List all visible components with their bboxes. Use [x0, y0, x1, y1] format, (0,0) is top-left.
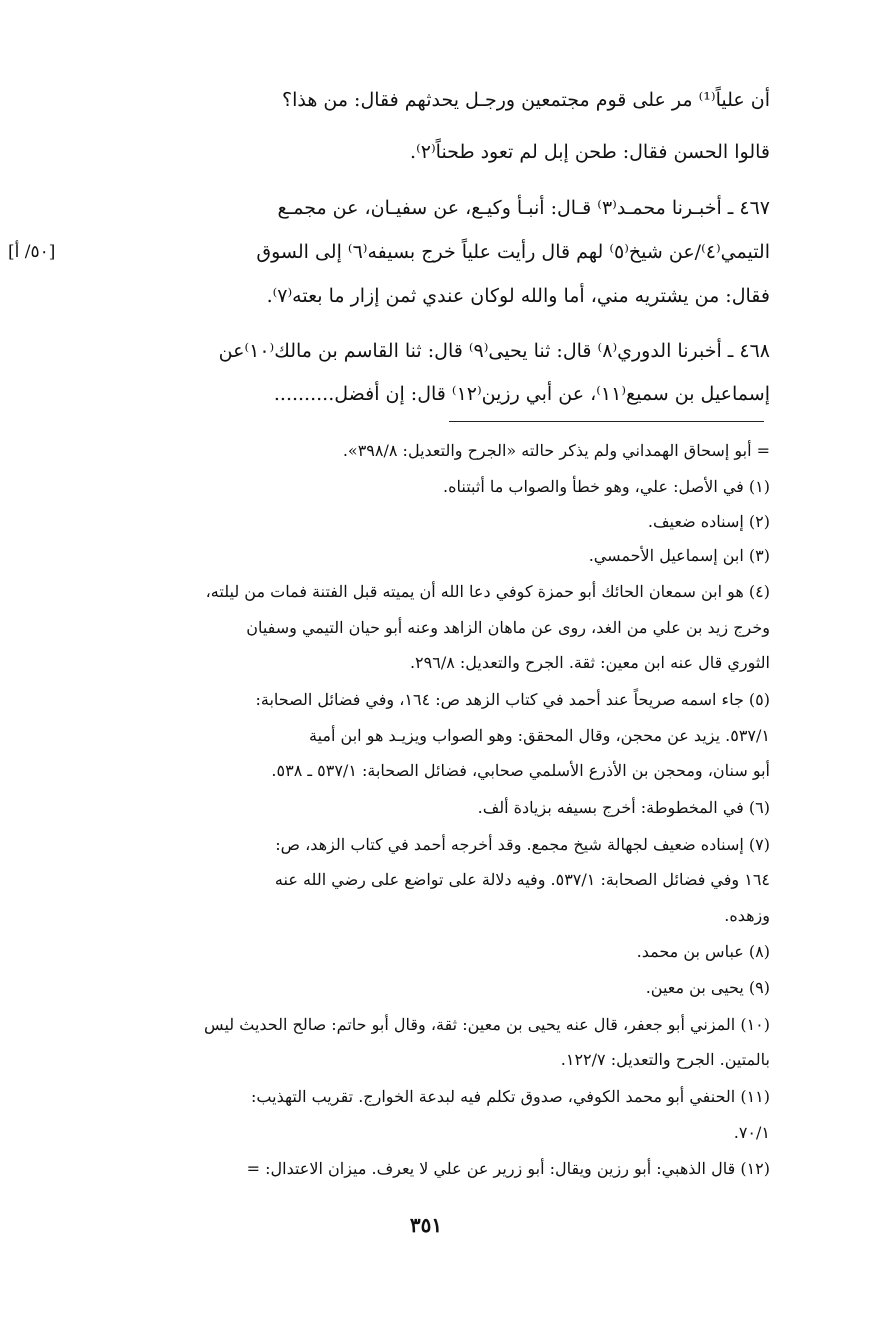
footnote-4: (٤) هو ابن سمعان الحائك أبو حمزة كوفي دعا الله أن يميته قبل الفتنة فمات من ليلته،	[205, 582, 770, 601]
footnote-9: (٩) يحيى بن معين.	[645, 978, 770, 997]
footnote-12: (١٢) قال الذهبي: أبو رزين ويقال: أبو زرير عن علي لا يعرف. ميزان الاعتدال: =	[246, 1159, 770, 1178]
footnote-4-cont: الثوري قال عنه ابن معين: ثقة. الجرح والتعديل: ٢٩٦/٨.	[409, 653, 770, 672]
hadith-468-line: ٤٦٨ ـ أخبرنا الدوري⁽٨⁾ قال: ثنا يحيى⁽٩⁾ قال: ثنا القاسم بن مالك⁽١٠⁾عن	[218, 340, 770, 362]
footnote-4-cont: وخرج زيد بن علي من الغد، روى عن ماهان الزاهد وعنه أبو حيان التيمي وسفيان	[246, 618, 770, 637]
footnote-5: (٥) جاء اسمه صريحاً عند أحمد في كتاب الزهد ص: ١٦٤، وفي فضائل الصحابة:	[255, 690, 770, 709]
footnote-7-cont: وزهده.	[724, 906, 770, 925]
footnote-11-cont: ٧٠/١.	[733, 1123, 770, 1142]
footnote-separator	[449, 421, 764, 422]
footnote-5-cont: أبو سنان، ومحجن بن الأذرع الأسلمي صحابي، فضائل الصحابة: ٥٣٧/١ ـ ٥٣٨.	[271, 761, 770, 780]
manuscript-folio-marker: [٥٠/ أ]	[8, 242, 56, 262]
footnote-8: (٨) عباس بن محمد.	[636, 942, 770, 961]
footnote-10-cont: بالمتين. الجرح والتعديل: ١٢٢/٧.	[560, 1050, 770, 1069]
footnote-7: (٧) إسناده ضعيف لجهالة شيخ مجمع. وقد أخرجه أحمد في كتاب الزهد، ص:	[275, 835, 770, 854]
footnote-1: (١) في الأصل: علي، وهو خطأ والصواب ما أثبتناه.	[443, 477, 770, 496]
main-text-line: التيمي⁽٤⁾/عن شيخ⁽٥⁾ لهم قال رأيت علياً خرج بسيفه⁽٦⁾ إلى السوق	[256, 241, 770, 263]
main-text-line: أن علياً⁽¹⁾ مر على قوم مجتمعين ورجـل يحدثهم فقال: من هذا؟	[281, 89, 770, 111]
footnote-6: (٦) في المخطوطة: أخرج بسيفه بزيادة ألف.	[477, 798, 770, 817]
footnote-continuation: = أبو إسحاق الهمداني ولم يذكر حالته «الجرح والتعديل: ٣٩٨/٨».	[342, 441, 770, 460]
footnote-10: (١٠) المزني أبو جعفر، قال عنه يحيى بن معين: ثقة، وقال أبو حاتم: صالح الحديث ليس	[204, 1015, 770, 1034]
footnote-7-cont: ١٦٤ وفي فضائل الصحابة: ٥٣٧/١. وفيه دلالة على تواضع على رضي الله عنه	[274, 870, 770, 889]
footnote-3: (٣) ابن إسماعيل الأحمسي.	[588, 546, 770, 565]
page-number: ٣٥١	[409, 1213, 443, 1237]
main-text-line: إسماعيل بن سميع⁽١١⁾، عن أبي رزين⁽١٢⁾ قال: إن أفضل..........	[273, 383, 770, 405]
hadith-467-line: ٤٦٧ ـ أخبـرنا محمـد⁽٣⁾ قـال: أنبـأ وكيـع، عن سفيـان، عن مجمـع	[277, 197, 770, 219]
footnote-11: (١١) الحنفي أبو محمد الكوفي، صدوق تكلم فيه لبدعة الخوارج. تقريب التهذيب:	[251, 1087, 770, 1106]
footnote-2: (٢) إسناده ضعيف.	[647, 512, 770, 531]
main-text-line: فقال: من يشتريه مني، أما والله لوكان عندي ثمن إزار ما بعته⁽٧⁾.	[266, 285, 770, 307]
footnote-5-cont: ٥٣٧/١. يزيد عن محجن، وقال المحقق: وهو الصواب ويزيـد هو ابن أمية	[309, 726, 770, 745]
main-text-line: قالوا الحسن فقال: طحن إبل لم تعود طحناً⁽٢⁾.	[410, 141, 770, 163]
